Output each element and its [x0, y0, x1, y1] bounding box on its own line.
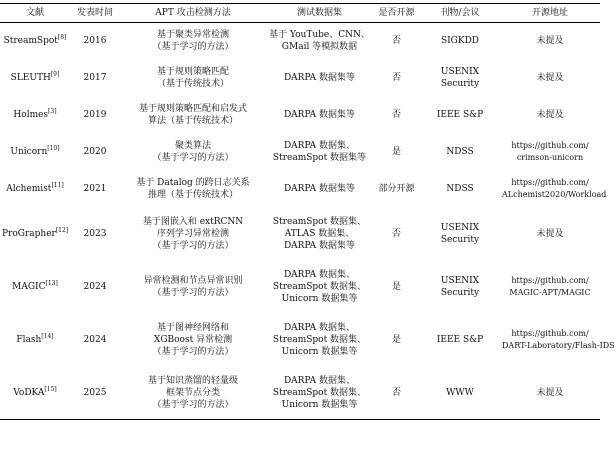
- cell-method-line: 基于规则策略匹配和启发式: [138, 104, 247, 114]
- cell-dataset-line: Unicorn 数据集等: [281, 294, 358, 304]
- cell-method-line: （基于学习的方法）: [152, 347, 234, 357]
- citation-number: [ $^3$ ]: [48, 108, 57, 115]
- cell-url-line: DART-Laboratory/Flash-IDS: [502, 341, 615, 350]
- cell-open-source: 是: [391, 282, 401, 292]
- cell-url: [500, 171, 607, 208]
- cell-dataset-line: Unicorn 数据集等: [281, 399, 358, 410]
- cell-url-line: 未提及: [536, 73, 564, 83]
- reference-name: Holmes: [13, 110, 49, 120]
- cell-dataset-line: DARPA 数据集、: [283, 141, 356, 151]
- cell-reference: [0, 23, 70, 60]
- citation-number: [ $^8$ ]: [58, 34, 67, 41]
- cell-dataset-line: DARPA 数据集、: [283, 270, 356, 280]
- table-header-row: [0, 4, 600, 23]
- cell-year: 2024: [83, 282, 107, 292]
- cell-venue: NDSS: [446, 147, 474, 157]
- table-row: [0, 171, 600, 208]
- cell-reference: [0, 314, 70, 367]
- cell-method: [120, 97, 266, 134]
- cell-method-line: 异常检测和节点异常识别: [143, 276, 243, 286]
- cell-year: 2016: [83, 36, 107, 47]
- cell-venue: IEEE S&P: [436, 110, 484, 120]
- cell-open-source: 否: [391, 36, 401, 47]
- cell-url-line: ALchemist2020/Workload: [502, 190, 607, 199]
- cell-method: [120, 261, 266, 314]
- cell-open-source: 否: [391, 387, 401, 398]
- cell-url: [500, 23, 600, 60]
- cell-method-line: （基于学习的方法）: [152, 153, 234, 163]
- table-row: [0, 23, 600, 60]
- cell-reference: [0, 97, 70, 134]
- cell-method-line: XGBoost 异常检测: [153, 335, 233, 345]
- cell-dataset-line: DARPA 数据集等: [283, 184, 356, 194]
- cell-method-line: （基于学习的方法）: [152, 42, 234, 53]
- cell-reference: [0, 367, 70, 420]
- cell-url-line: 未提及: [536, 36, 564, 47]
- cell-dataset-line: StreamSpot 数据集、: [272, 282, 367, 292]
- cell-open-source: 是: [391, 335, 401, 345]
- cell-url-line: https://github.com/: [511, 178, 589, 187]
- cell-url: [500, 314, 615, 367]
- reference-name: Unicorn: [10, 147, 48, 157]
- header-method: APT 攻击检测方法: [155, 8, 231, 18]
- cell-open-source: 部分开源: [378, 184, 415, 194]
- cell-reference: [0, 171, 70, 208]
- cell-year: 2020: [83, 147, 107, 157]
- cell-reference: [0, 208, 70, 261]
- cell-dataset: [266, 208, 373, 261]
- cell-dataset-line: DARPA 数据集等: [283, 73, 356, 83]
- header-url: 开源地址: [531, 8, 568, 18]
- cell-method-line: 框架节点分类: [165, 387, 220, 398]
- cell-url: [500, 97, 600, 134]
- header-year: 发表时间: [76, 8, 113, 18]
- cell-method: [120, 134, 266, 171]
- cell-url: [500, 208, 600, 261]
- cell-method-line: 基于图嵌入和 extRCNN: [142, 217, 244, 227]
- reference-name: VoDKA: [13, 387, 45, 398]
- cell-url-line: https://github.com/: [511, 141, 589, 150]
- citation-number: [ $^{10}$ ]: [47, 145, 59, 152]
- cell-method-line: 基于图神经网络和: [156, 323, 229, 333]
- cell-method-line: 基于聚类异常检测: [156, 30, 229, 41]
- cell-method-line: 序列学习异常检测: [156, 229, 229, 239]
- cell-dataset-line: 基于 YouTube、CNN、: [269, 30, 370, 41]
- cell-dataset: [266, 60, 373, 97]
- cell-venue: WWW: [446, 387, 474, 398]
- cell-url: [500, 367, 600, 420]
- reference-name: Flash: [16, 335, 42, 345]
- cell-dataset-line: DARPA 数据集、: [283, 323, 356, 333]
- table-row: [0, 60, 600, 97]
- citation-number: [ $^{14}$ ]: [41, 333, 53, 340]
- cell-method-line: 聚类算法: [174, 141, 211, 151]
- cell-dataset-line: StreamSpot 数据集等: [272, 153, 367, 163]
- cell-dataset: [266, 367, 373, 420]
- cell-method: [120, 208, 266, 261]
- cell-reference: [0, 261, 70, 314]
- cell-method-line: （基于传统技术）: [156, 79, 229, 89]
- cell-dataset-line: GMail 等模拟数据: [281, 42, 358, 53]
- cell-open-source: 是: [391, 147, 401, 157]
- cell-dataset: [266, 134, 373, 171]
- reference-name: StreamSpot: [3, 36, 58, 47]
- cell-dataset-line: DARPA 数据集等: [283, 241, 356, 251]
- cell-venue: SIGKDD: [440, 36, 480, 47]
- cell-url: [500, 60, 600, 97]
- cell-dataset-line: Unicorn 数据集等: [281, 347, 358, 357]
- reference-name: MAGIC: [12, 282, 46, 292]
- cell-venue: USENIX Security: [440, 276, 480, 298]
- cell-method: [120, 60, 266, 97]
- cell-open-source: 否: [391, 229, 401, 239]
- apt-detection-comparison-table: [0, 3, 615, 420]
- cell-venue: USENIX Security: [440, 223, 480, 245]
- header-venue: 刊物/会议: [440, 8, 480, 18]
- header-open-source: 是否开源: [378, 8, 415, 18]
- cell-url-line: https://github.com/: [511, 276, 589, 285]
- cell-venue: USENIX Security: [440, 67, 480, 89]
- reference-name: SLEUTH: [10, 73, 51, 83]
- cell-reference: [0, 134, 70, 171]
- cell-year: 2017: [83, 73, 107, 83]
- cell-venue: IEEE S&P: [436, 335, 484, 345]
- cell-dataset-line: DARPA 数据集、: [283, 375, 356, 386]
- cell-url: [500, 261, 600, 314]
- cell-url-line: 未提及: [536, 229, 564, 239]
- table-row: [0, 367, 600, 420]
- cell-url-line: crimson-unicorn: [516, 153, 584, 162]
- cell-url-line: MAGIC-APT/MAGIC: [509, 288, 591, 297]
- table-row: [0, 134, 600, 171]
- cell-reference: [0, 60, 70, 97]
- cell-open-source: 否: [391, 110, 401, 120]
- cell-dataset-line: ATLAS 数据集、: [284, 229, 355, 239]
- cell-venue: NDSS: [446, 184, 474, 194]
- citation-number: [ $^{15}$ ]: [44, 386, 56, 393]
- cell-url-line: 未提及: [536, 387, 564, 398]
- cell-method-line: 基于 Datalog 的跨日志关系: [136, 178, 250, 188]
- table-body: [0, 23, 615, 420]
- cell-dataset: [266, 314, 373, 367]
- citation-number: [ $^{11}$ ]: [51, 182, 63, 189]
- cell-dataset: [266, 261, 373, 314]
- cell-year: 2021: [83, 184, 107, 194]
- cell-method: [120, 23, 266, 60]
- cell-method: [120, 367, 266, 420]
- cell-year: 2019: [83, 110, 107, 120]
- cell-method-line: 算法（基于传统技术）: [147, 116, 238, 126]
- cell-method-line: 推理（基于传统技术）: [147, 190, 238, 200]
- header-reference: 文献: [25, 8, 44, 18]
- cell-dataset: [266, 171, 373, 208]
- citation-number: [ $^9$ ]: [51, 71, 60, 78]
- cell-dataset-line: DARPA 数据集等: [283, 110, 356, 120]
- cell-url-line: 未提及: [536, 110, 564, 120]
- cell-dataset-line: StreamSpot 数据集、: [272, 217, 367, 227]
- cell-method: [120, 314, 266, 367]
- cell-method-line: （基于学习的方法）: [152, 288, 234, 298]
- cell-year: 2023: [83, 229, 107, 239]
- cell-method: [120, 171, 266, 208]
- citation-number: [ $^{12}$ ]: [56, 227, 68, 234]
- cell-dataset: [266, 97, 373, 134]
- cell-dataset: [266, 23, 373, 60]
- cell-method-line: （基于学习的方法）: [152, 399, 234, 410]
- table-row: [0, 97, 600, 134]
- cell-method-line: 基于知识蒸馏的轻量级: [147, 375, 238, 386]
- cell-year: 2024: [83, 335, 107, 345]
- table-row: [0, 208, 600, 261]
- table-row: [0, 314, 600, 367]
- cell-dataset-line: StreamSpot 数据集、: [272, 387, 367, 398]
- cell-method-line: （基于学习的方法）: [152, 241, 234, 251]
- citation-number: [ $^{13}$ ]: [46, 280, 58, 287]
- header-dataset: 测试数据集: [296, 8, 342, 18]
- cell-method-line: 基于规则策略匹配: [156, 67, 229, 77]
- cell-open-source: 否: [391, 73, 401, 83]
- table-row: [0, 261, 600, 314]
- cell-url-line: https://github.com/: [511, 329, 589, 338]
- reference-name: ProGrapher: [2, 229, 56, 239]
- cell-dataset-line: StreamSpot 数据集、: [272, 335, 367, 345]
- cell-year: 2025: [83, 387, 107, 398]
- cell-url: [500, 134, 600, 171]
- reference-name: Alchemist: [6, 184, 52, 194]
